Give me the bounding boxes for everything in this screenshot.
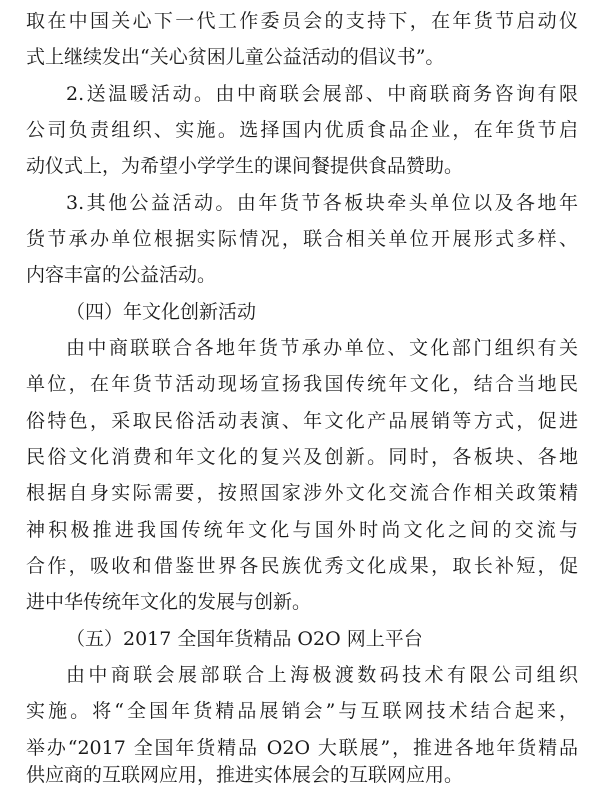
paragraph-line: 动仪式上，为希望小学学生的课间餐提供食品赞助。 <box>26 155 464 177</box>
paragraph-line: 2.送温暖活动。由中商联会展部、中商联商务咨询有限 <box>66 83 578 105</box>
paragraph-line: 民俗文化消费和年文化的复兴及创新。同时，各板块、各地 <box>26 446 578 468</box>
section-heading: （五）2017 全国年货精品 O2O 网上平台 <box>66 628 423 650</box>
paragraph-line: 合作，吸收和借鉴世界各民族优秀文化成果，取长补短，促 <box>26 555 578 577</box>
paragraph-line: 3.其他公益活动。由年货节各板块牵头单位以及各地年 <box>66 192 578 214</box>
paragraph-line: 实施。将“全国年货精品展销会”与互联网技术结合起来， <box>26 700 578 722</box>
paragraph-line: 供应商的互联网应用，推进实体展会的互联网应用。 <box>26 764 464 786</box>
paragraph-line: 单位，在年货节活动现场宣扬我国传统年文化，结合当地民 <box>26 373 578 395</box>
paragraph-line: 进中华传统年文化的发展与创新。 <box>26 591 312 613</box>
paragraph-line: 举办“2017 全国年货精品 O2O 大联展”，推进各地年货精品 <box>26 737 578 759</box>
paragraph-line: 货节承办单位根据实际情况，联合相关单位开展形式多样、 <box>26 228 578 250</box>
paragraph-line: 神积极推进我国传统年文化与国外时尚文化之间的交流与 <box>26 519 578 541</box>
paragraph-line: 取在中国关心下一代工作委员会的支持下，在年货节启动仪 <box>26 10 578 32</box>
section-heading: （四）年文化创新活动 <box>66 301 257 323</box>
paragraph-line: 根据自身实际需要，按照国家涉外文化交流合作相关政策精 <box>26 482 578 504</box>
paragraph-line: 式上继续发出“关心贫困儿童公益活动的倡议书”。 <box>26 46 445 68</box>
paragraph-line: 由中商联联合各地年货节承办单位、文化部门组织有关 <box>66 337 578 359</box>
paragraph-line: 公司负责组织、实施。选择国内优质食品企业，在年货节启 <box>26 119 578 141</box>
paragraph-line: 俗特色，采取民俗活动表演、年文化产品展销等方式，促进 <box>26 410 578 432</box>
paragraph-line: 内容丰富的公益活动。 <box>26 264 217 286</box>
paragraph-line: 由中商联会展部联合上海极渡数码技术有限公司组织 <box>66 664 578 686</box>
